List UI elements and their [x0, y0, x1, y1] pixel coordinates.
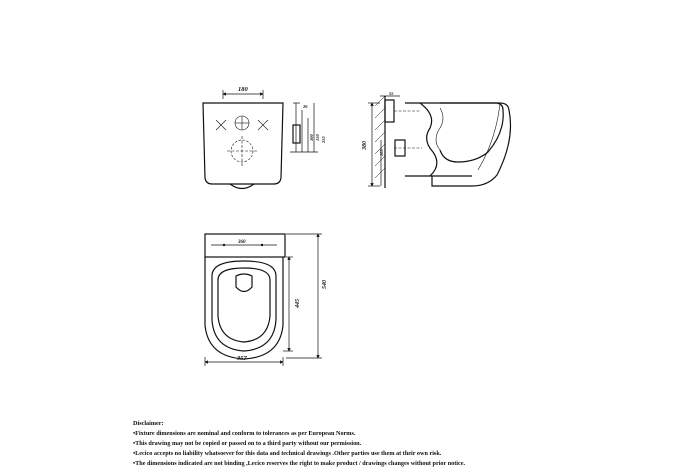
dim-plan-360-label: 360 [238, 240, 246, 245]
disclaimer-block [133, 419, 673, 469]
disclaimer-line: •This drawing may not be copied or passed on to a third party without our permission. [133, 440, 362, 447]
dim-plan-540-label: 540 [322, 280, 328, 289]
plan-view [205, 234, 328, 366]
front-elevation-view [203, 86, 326, 189]
dim-55-label: 55 [389, 91, 394, 96]
dim-150-label: 150 [315, 134, 320, 141]
dim-26-label: 26 [303, 104, 308, 109]
disclaimer-line: •The dimensions indicated are not binding ,Lecico reserves the right to make product / drawings changes without prior notice. [133, 460, 466, 467]
dim-overall-height-label: 380 [362, 141, 368, 150]
disclaimer-title: Disclaimer: [133, 420, 164, 427]
dim-100-label: 100 [309, 134, 314, 141]
disclaimer-line: •Fixture dimensions are nominal and conform to tolerances as per European Norms. [133, 430, 356, 437]
dim-plan-445-label: 445 [295, 299, 301, 308]
dim-185-label: 185 [379, 149, 384, 156]
dim-front-width-label: 180 [238, 86, 248, 93]
dim-plan-357-label: 357 [237, 355, 247, 362]
side-elevation-view [362, 91, 511, 188]
dim-255-label: 255 [321, 136, 326, 143]
disclaimer-line: •Lecico accepts no liability whatsoever for this data and technical drawings .Other parties use them at their own risk. [133, 450, 442, 457]
